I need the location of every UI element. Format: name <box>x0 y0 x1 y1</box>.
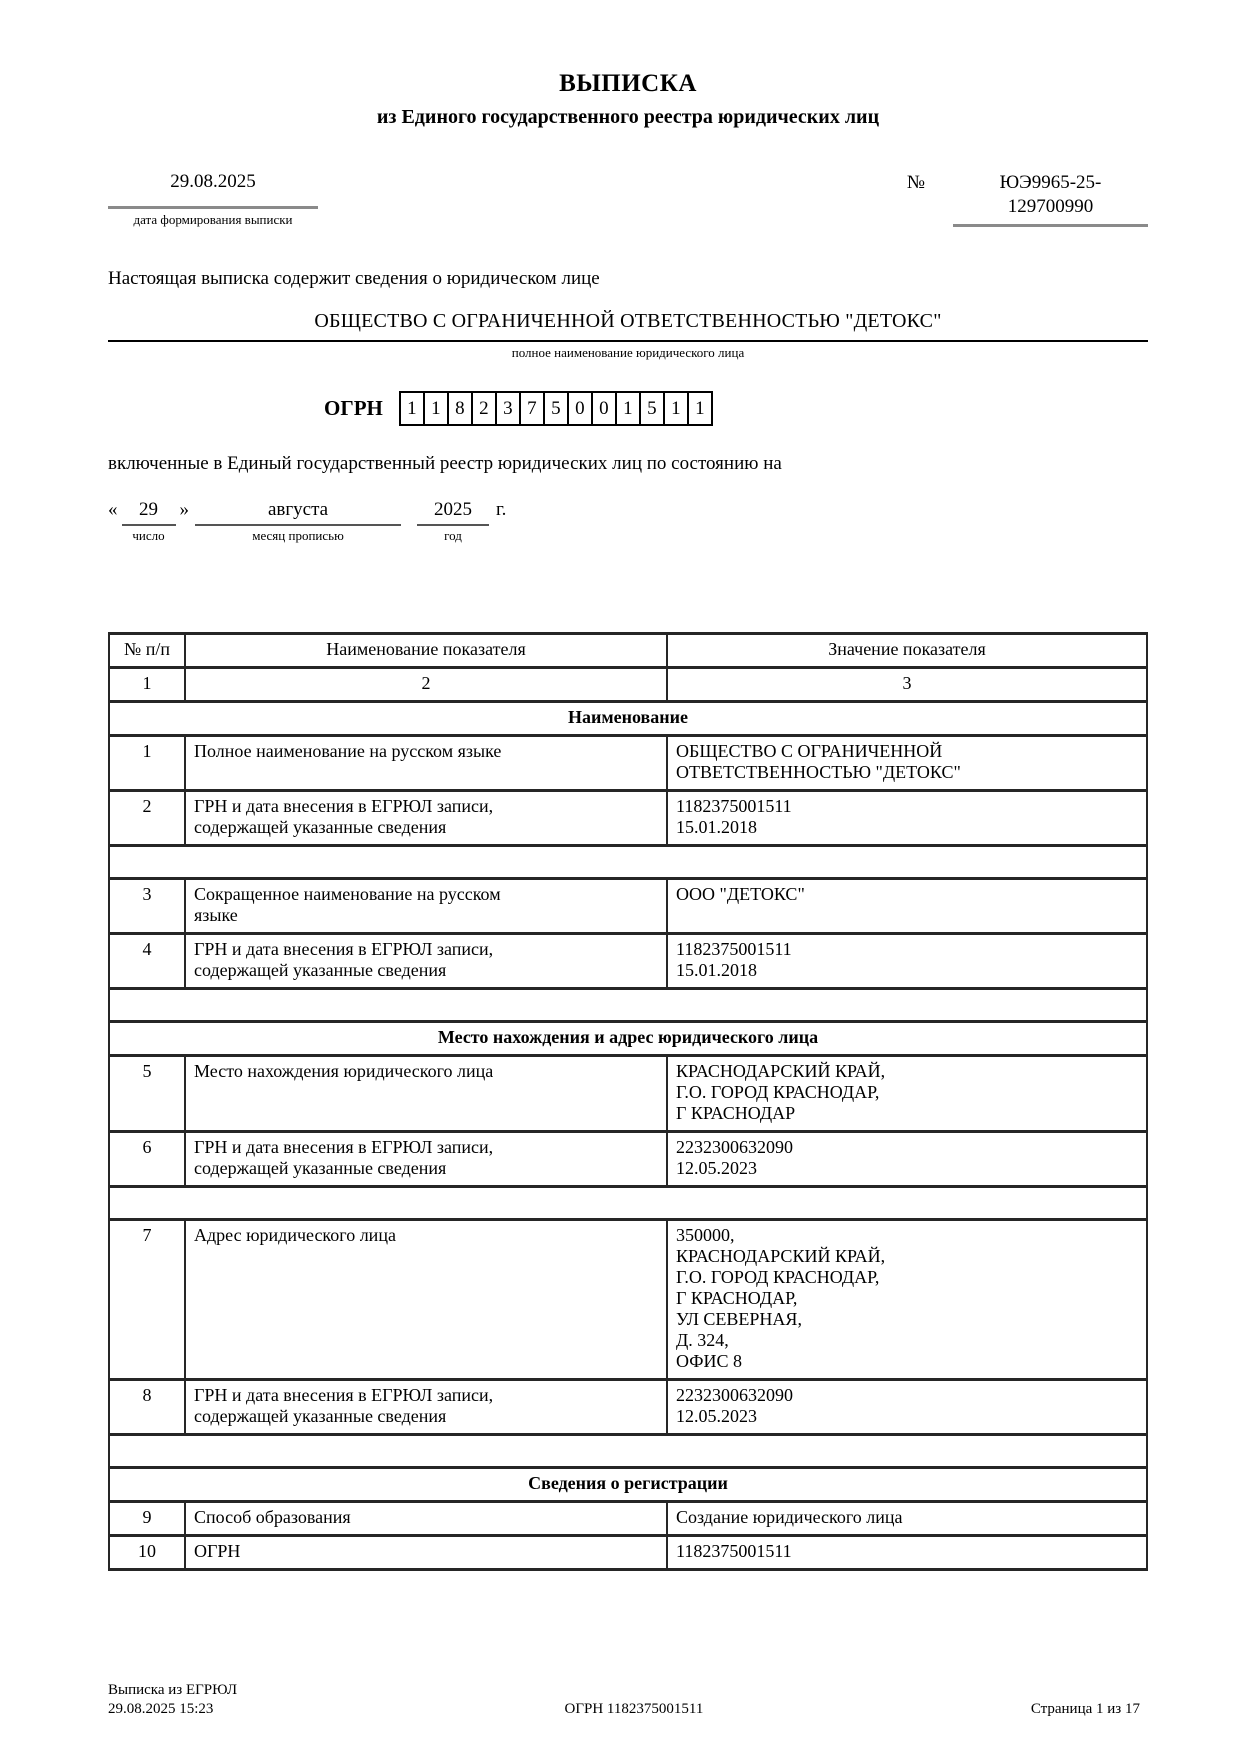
company-name-caption: полное наименование юридического лица <box>511 345 745 360</box>
indicator-name-cell <box>185 736 667 791</box>
table-row <box>109 1536 1147 1570</box>
row-number-cell: 9 <box>109 1502 185 1536</box>
indicator-name-cell <box>185 1220 667 1380</box>
indicator-name-line: языке <box>194 905 238 925</box>
table-row <box>109 934 1147 989</box>
header-cell-number: № п/п <box>109 634 185 668</box>
extract-number <box>953 171 1148 227</box>
spacer-cell <box>109 846 1147 879</box>
indicator-value-line: 350000, <box>676 1225 735 1245</box>
table-body <box>109 634 1147 1570</box>
indicator-value-line: Создание юридического лица <box>676 1507 903 1527</box>
spacer-cell <box>109 1187 1147 1220</box>
ogrn-digit-box: 1 <box>423 391 449 426</box>
indicator-name-line: Адрес юридического лица <box>194 1225 396 1245</box>
formation-date: 29.08.2025 <box>108 171 318 209</box>
open-quote: « <box>108 499 118 520</box>
indicator-value-line: 12.05.2023 <box>676 1406 757 1426</box>
row-number-cell: 8 <box>109 1380 185 1435</box>
ogrn-digit-box: 2 <box>471 391 497 426</box>
row-number-cell: 7 <box>109 1220 185 1380</box>
table-row <box>109 1056 1147 1132</box>
page-footer <box>108 1681 1140 1719</box>
indicator-name-line: ГРН и дата внесения в ЕГРЮЛ записи, <box>194 1137 494 1157</box>
indicator-name-cell <box>185 879 667 934</box>
header-meta-row <box>108 171 1148 228</box>
indicator-value-line: ОФИС 8 <box>676 1351 742 1371</box>
ogrn-label: ОГРН <box>324 396 383 420</box>
indicator-value-cell <box>667 791 1147 846</box>
indicator-name-line: содержащей указанные сведения <box>194 817 447 837</box>
row-number-cell: 4 <box>109 934 185 989</box>
date-in-words-row <box>108 497 1148 544</box>
spacer-row <box>109 846 1147 879</box>
indicator-value-cell <box>667 1056 1147 1132</box>
row-number-cell: 2 <box>109 791 185 846</box>
ogrn-digit-boxes <box>399 391 713 426</box>
footer-page-number: Страница 1 из 17 <box>1030 1701 1140 1717</box>
table-row <box>109 1132 1147 1187</box>
indicator-value-line: 1182375001511 <box>676 796 792 816</box>
indicator-name-cell <box>185 934 667 989</box>
table-row <box>109 736 1147 791</box>
company-name-block <box>108 310 1148 361</box>
ogrn-row <box>108 391 1148 426</box>
indicator-name-line: Полное наименование на русском языке <box>194 741 502 761</box>
ogrn-digit-box: 8 <box>447 391 473 426</box>
indicator-name-cell <box>185 1056 667 1132</box>
table-row <box>109 879 1147 934</box>
table-row <box>109 791 1147 846</box>
indicator-value-line: Г.О. ГОРОД КРАСНОДАР, <box>676 1267 880 1287</box>
date-day-caption: число <box>132 528 165 543</box>
indicator-name-line: ОГРН <box>194 1541 241 1561</box>
indicator-value-line: ОТВЕТСТВЕННОСТЬЮ "ДЕТОКС" <box>676 762 961 782</box>
indicator-name-line: Сокращенное наименование на русском <box>194 884 501 904</box>
ogrn-digit-box: 0 <box>567 391 593 426</box>
indicator-value-cell <box>667 934 1147 989</box>
date-month: августа <box>195 497 401 526</box>
date-day-segment <box>122 497 176 544</box>
spacer-row <box>109 989 1147 1022</box>
table-header-row <box>109 634 1147 668</box>
indicator-value-cell <box>667 1132 1147 1187</box>
spacer-row <box>109 1187 1147 1220</box>
section-label: Наименование <box>109 702 1147 736</box>
footer-doc-type: Выписка из ЕГРЮЛ <box>108 1682 237 1698</box>
indicator-value-line: Г.О. ГОРОД КРАСНОДАР, <box>676 1082 880 1102</box>
row-number-cell: 3 <box>109 879 185 934</box>
indicator-value-line: Г КРАСНОДАР <box>676 1103 796 1123</box>
section-label: Место нахождения и адрес юридического лица <box>109 1022 1147 1056</box>
indicator-value-line: ОБЩЕСТВО С ОГРАНИЧЕННОЙ <box>676 741 943 761</box>
indicator-name-line: содержащей указанные сведения <box>194 1406 447 1426</box>
ogrn-digit-box: 1 <box>663 391 689 426</box>
indicator-value-line: 1182375001511 <box>676 1541 792 1561</box>
table-row <box>109 1220 1147 1380</box>
extract-number-line1: ЮЭ9965-25- <box>999 172 1102 193</box>
close-quote: » <box>179 499 189 520</box>
ogrn-digit-box: 5 <box>543 391 569 426</box>
ogrn-digit-box: 1 <box>399 391 425 426</box>
indicator-value-line: 12.05.2023 <box>676 1158 757 1178</box>
indicator-value-line: ООО "ДЕТОКС" <box>676 884 805 904</box>
row-number-cell: 5 <box>109 1056 185 1132</box>
indicator-name-line: ГРН и дата внесения в ЕГРЮЛ записи, <box>194 939 494 959</box>
section-label: Сведения о регистрации <box>109 1468 1147 1502</box>
indicator-name-line: содержащей указанные сведения <box>194 1158 447 1178</box>
table-row <box>109 1380 1147 1435</box>
indicator-name-cell <box>185 1380 667 1435</box>
indicator-value-cell <box>667 1380 1147 1435</box>
company-name: ОБЩЕСТВО С ОГРАНИЧЕННОЙ ОТВЕТСТВЕННОСТЬЮ "ДЕТОКС" <box>108 310 1148 342</box>
indicators-table <box>108 632 1148 1571</box>
indicator-name-cell <box>185 1132 667 1187</box>
ogrn-digit-box: 1 <box>687 391 713 426</box>
indicator-name-cell <box>185 1536 667 1570</box>
formation-date-caption: дата формирования выписки <box>133 212 293 227</box>
indicator-name-line: ГРН и дата внесения в ЕГРЮЛ записи, <box>194 796 494 816</box>
header-cell-indicator-name: Наименование показателя <box>185 634 667 668</box>
indicator-value-line: 15.01.2018 <box>676 817 757 837</box>
document-content <box>108 70 1148 1571</box>
spacer-cell <box>109 1435 1147 1468</box>
ogrn-digit-box: 5 <box>639 391 665 426</box>
included-line: включенные в Единый государственный реестр юридических лиц по состоянию на <box>108 453 782 474</box>
ogrn-digit-box: 1 <box>615 391 641 426</box>
footer-ogrn: ОГРН 1182375001511 <box>564 1701 704 1717</box>
indicator-value-line: 2232300632090 <box>676 1137 793 1157</box>
indicator-value-line: 2232300632090 <box>676 1385 793 1405</box>
indicator-value-cell <box>667 879 1147 934</box>
spacer-cell <box>109 989 1147 1022</box>
indicator-value-cell <box>667 1536 1147 1570</box>
column-number-cell: 1 <box>109 668 185 702</box>
indicator-name-line: Место нахождения юридического лица <box>194 1061 494 1081</box>
formation-date-block <box>108 171 318 228</box>
row-number-cell: 6 <box>109 1132 185 1187</box>
indicator-value-line: 1182375001511 <box>676 939 792 959</box>
page-subtitle: из Единого государственного реестра юридических лиц <box>376 106 880 128</box>
indicator-name-line: Способ образования <box>194 1507 351 1527</box>
header-cell-indicator-value: Значение показателя <box>667 634 1147 668</box>
column-number-cell: 3 <box>667 668 1147 702</box>
lead-text: Настоящая выписка содержит сведения о юридическом лице <box>108 268 600 289</box>
footer-left <box>108 1681 237 1719</box>
number-sign: № <box>906 172 925 193</box>
section-row <box>109 702 1147 736</box>
row-number-cell: 1 <box>109 736 185 791</box>
section-row <box>109 1022 1147 1056</box>
extract-number-block <box>907 171 1148 227</box>
extract-number-line2: 129700990 <box>1007 196 1094 217</box>
footer-datetime: 29.08.2025 15:23 <box>108 1701 214 1717</box>
year-suffix: г. <box>496 499 507 520</box>
section-row <box>109 1468 1147 1502</box>
date-year: 2025 <box>417 497 489 526</box>
ogrn-digit-box: 3 <box>495 391 521 426</box>
ogrn-digit-box: 7 <box>519 391 545 426</box>
page-title: ВЫПИСКА <box>559 70 697 97</box>
column-numbers-row <box>109 668 1147 702</box>
indicator-value-line: 15.01.2018 <box>676 960 757 980</box>
date-year-segment <box>417 497 489 544</box>
date-year-caption: год <box>444 528 462 543</box>
indicator-name-cell <box>185 791 667 846</box>
spacer-row <box>109 1435 1147 1468</box>
indicator-value-cell <box>667 1220 1147 1380</box>
indicator-name-cell <box>185 1502 667 1536</box>
indicator-value-line: Г КРАСНОДАР, <box>676 1288 798 1308</box>
ogrn-digit-box: 0 <box>591 391 617 426</box>
indicator-value-line: КРАСНОДАРСКИЙ КРАЙ, <box>676 1246 886 1266</box>
row-number-cell: 10 <box>109 1536 185 1570</box>
date-day: 29 <box>122 497 176 526</box>
indicator-value-line: КРАСНОДАРСКИЙ КРАЙ, <box>676 1061 886 1081</box>
indicator-value-line: УЛ СЕВЕРНАЯ, <box>676 1309 802 1329</box>
indicator-name-line: содержащей указанные сведения <box>194 960 447 980</box>
column-number-cell: 2 <box>185 668 667 702</box>
indicator-value-cell <box>667 736 1147 791</box>
indicator-value-cell <box>667 1502 1147 1536</box>
date-month-caption: месяц прописью <box>252 528 344 543</box>
indicator-value-line: Д. 324, <box>676 1330 729 1350</box>
indicator-name-line: ГРН и дата внесения в ЕГРЮЛ записи, <box>194 1385 494 1405</box>
table-row <box>109 1502 1147 1536</box>
date-month-segment <box>195 497 401 544</box>
